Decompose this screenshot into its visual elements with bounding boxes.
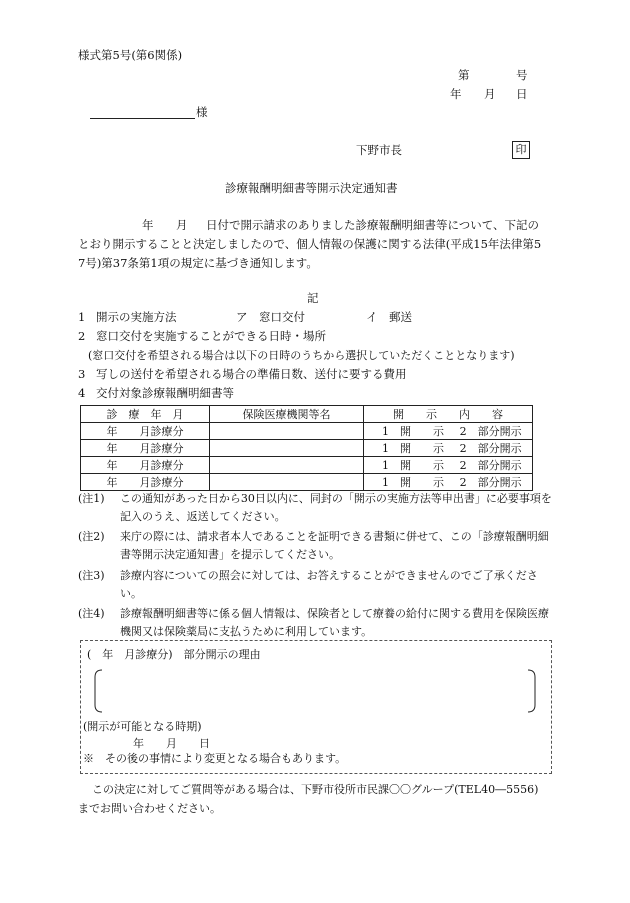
left-bracket-icon [93, 669, 103, 713]
cell-partial: 2 部分開示 [456, 474, 533, 491]
note-2-text: 来庁の際には、請求者本人であることを証明できる書類に併せて、この「診療報酬明細書等開示決定通知書」を提示してください。 [120, 530, 549, 561]
cell-disclose: 1 開 示 [364, 440, 456, 457]
right-bracket-icon [527, 669, 537, 713]
contact-line1: この決定に対してご質問等がある場合は、下野市役所市民課〇〇グループ(TEL40―5556) [92, 783, 539, 796]
cell-partial: 2 部分開示 [456, 440, 533, 457]
cell-ym: 年 月診療分 [81, 423, 210, 440]
note-3-text: 診療内容についての照会に対しては、お答えすることができませんのでご了承ください。 [120, 569, 538, 600]
item-2-subtext: (窓口交付を希望される場合は以下の日時のうちから選択していただくこととなります) [88, 349, 515, 362]
cell-disclose: 1 開 示 [364, 457, 456, 474]
item-2-text: 窓口交付を実施することができる日時・場所 [96, 329, 326, 343]
ki-heading: 記 [307, 291, 319, 305]
cell-disclose: 1 開 示 [364, 474, 456, 491]
item-2-number: 2 [78, 329, 86, 343]
table-row [81, 457, 533, 474]
cell-ym: 年 月診療分 [81, 440, 210, 457]
date-year: 年 [450, 87, 462, 101]
contact-line2: までお問い合わせください。 [78, 802, 221, 815]
addressee-suffix: 様 [196, 105, 208, 119]
item-4-text: 交付対象診療報酬明細書等 [96, 386, 234, 400]
note-4-text: 診療報酬明細書等に係る個人情報は、保険者として療養の給付に関する費用を保険医療機関又は保険薬局に支払うために利用しています。 [120, 607, 549, 638]
cell-ym: 年 月診療分 [81, 457, 210, 474]
cell-institution[interactable] [210, 474, 364, 491]
date-month: 月 [484, 87, 496, 101]
note-3-label: (注3) [78, 569, 105, 582]
partial-reason-box [80, 640, 552, 774]
item-4-number: 4 [78, 386, 86, 400]
col-header-institution: 保険医療機関等名 [210, 406, 364, 423]
reason-heading: ( 年 月診療分) 部分開示の理由 [87, 648, 261, 661]
doc-number-dai: 第 [458, 68, 470, 82]
item-1-option-i: イ 郵送 [366, 310, 412, 324]
cell-institution[interactable] [210, 423, 364, 440]
note-4-label: (注4) [78, 607, 105, 620]
note-2 [78, 528, 558, 564]
col-header-content: 開 示 内 容 [364, 406, 533, 423]
body-month: 月 [176, 218, 188, 232]
item-3-number: 3 [78, 367, 86, 381]
note-3 [78, 567, 558, 603]
body-line3: 7号)第37条第1項の規定に基づき通知します。 [78, 256, 318, 270]
table-header-row [81, 406, 533, 423]
cell-institution[interactable] [210, 440, 364, 457]
note-2-label: (注2) [78, 530, 105, 543]
possible-period-date: 年 月 日 [133, 737, 210, 750]
body-line2: とおり開示することと決定しましたので、個人情報の保護に関する法律(平成15年法律第5 [78, 237, 542, 251]
item-3-text: 写しの送付を希望される場合の準備日数、送付に要する費用 [96, 367, 407, 381]
table-row [81, 440, 533, 457]
note-1-text: この通知があった日から30日以内に、同封の「開示の実施方法等申出書」に必要事項を記入のうえ、返送してください。 [120, 492, 552, 523]
item-1-number: 1 [78, 310, 86, 324]
body-year: 年 [142, 218, 154, 232]
note-1-label: (注1) [78, 492, 105, 505]
doc-number-go: 号 [516, 68, 528, 82]
cell-institution[interactable] [210, 457, 364, 474]
body-line1: 日付で開示請求のありました診療報酬明細書等について、下記の [206, 218, 540, 232]
item-1-text: 開示の実施方法 [96, 310, 177, 324]
col-header-ym: 診 療 年 月 [81, 406, 210, 423]
cell-ym: 年 月診療分 [81, 474, 210, 491]
detail-table [80, 405, 533, 491]
cell-partial: 2 部分開示 [456, 457, 533, 474]
form-number: 様式第5号(第6関係) [78, 48, 183, 62]
possible-period-label: (開示が可能となる時期) [83, 720, 202, 733]
change-note: ※ その後の事情により変更となる場合もあります。 [83, 752, 347, 765]
cell-disclose: 1 開 示 [364, 423, 456, 440]
note-1 [78, 490, 558, 526]
document-title: 診療報酬明細書等開示決定通知書 [225, 181, 398, 195]
note-4 [78, 605, 558, 641]
seal-mark: 印 [512, 141, 530, 159]
cell-partial: 2 部分開示 [456, 423, 533, 440]
addressee-line [90, 118, 195, 119]
table-row [81, 423, 533, 440]
table-row [81, 474, 533, 491]
item-1-option-a: ア 窓口交付 [236, 310, 305, 324]
issuer: 下野市長 [356, 143, 402, 157]
reason-input-area[interactable] [107, 673, 525, 709]
date-day: 日 [516, 87, 528, 101]
